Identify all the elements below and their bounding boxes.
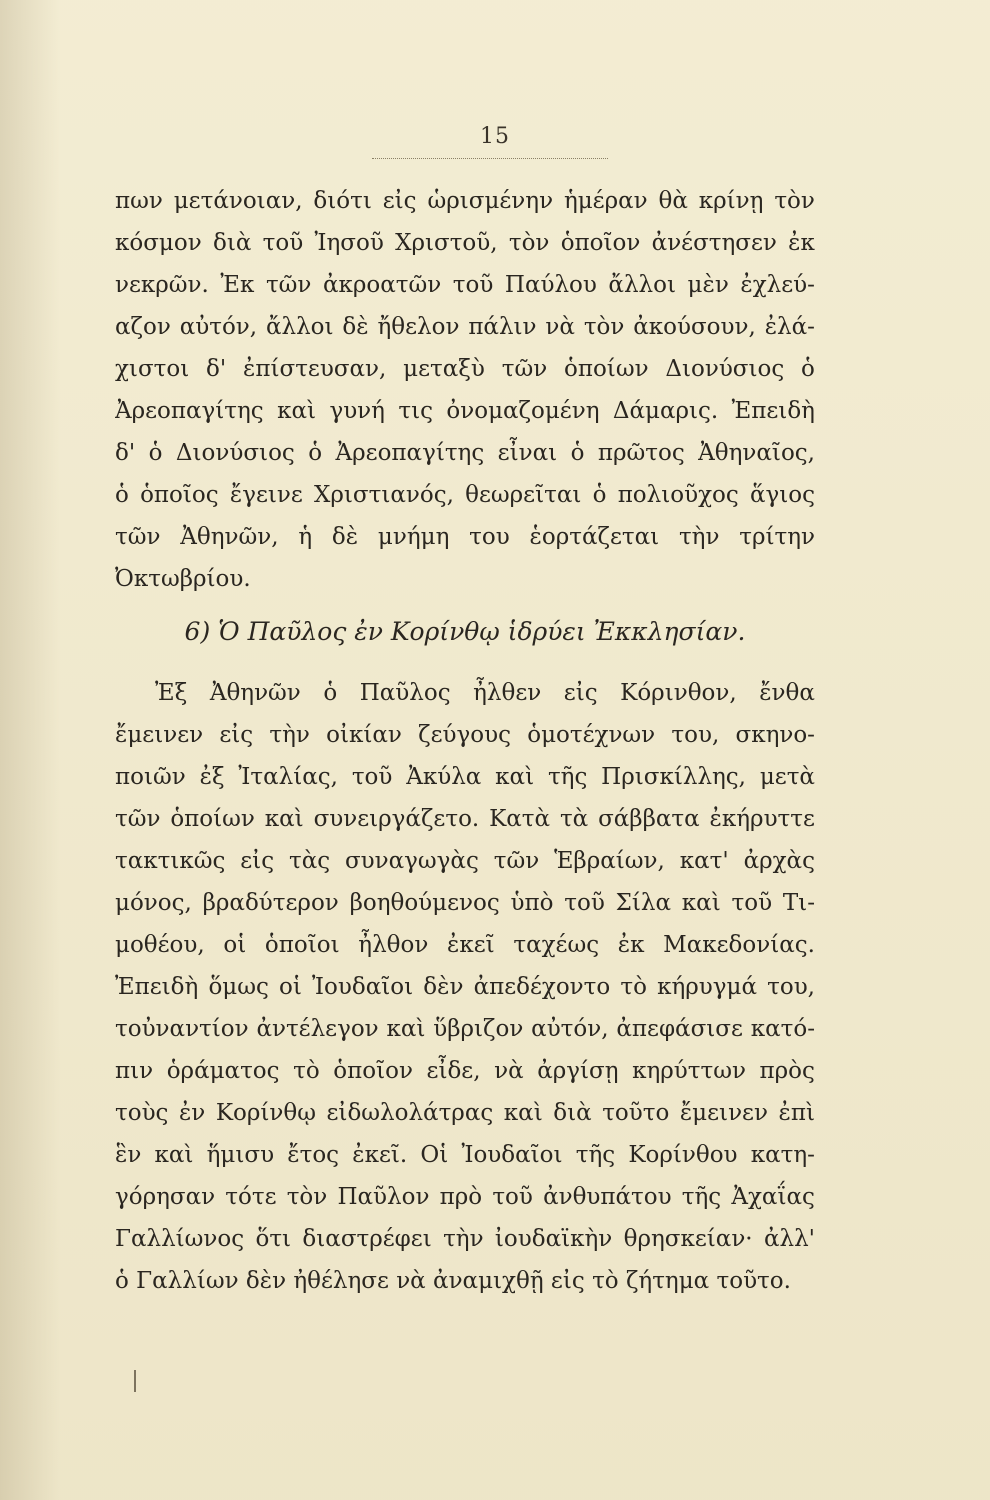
text-line: τῶν ὁποίων καὶ συνειργάζετο. Κατὰ τὰ σάββατα ἐκήρυττε bbox=[115, 806, 815, 832]
text-line: πιν ὁράματος τὸ ὁποῖον εἶδε, νὰ ἀργίσῃ κηρύττων πρὸς bbox=[115, 1058, 815, 1084]
text-line: ὁ Γαλλίων δὲν ἠθέλησε νὰ ἀναμιχθῇ εἰς τὸ ζήτημα τοῦτο. bbox=[115, 1268, 791, 1294]
text-line: γόρησαν τότε τὸν Παῦλον πρὸ τοῦ ἀνθυπάτου τῆς Ἀχαΐας bbox=[115, 1184, 815, 1210]
text-line: Ἐξ Ἀθηνῶν ὁ Παῦλος ἦλθεν εἰς Κόρινθον, ἔνθα bbox=[155, 680, 815, 706]
paragraph-2 bbox=[115, 672, 815, 1302]
text-line: πων μετάνοιαν, διότι εἰς ὡρισμένην ἡμέραν θὰ κρίνῃ τὸν bbox=[115, 188, 815, 214]
text-line: Ἐπειδὴ ὅμως οἱ Ἰουδαῖοι δὲν ἀπεδέχοντο τὸ κήρυγμά του, bbox=[115, 974, 815, 1000]
page-number-rule bbox=[372, 158, 608, 159]
text-line: Ὀκτωβρίου. bbox=[115, 566, 251, 592]
text-line: τακτικῶς εἰς τὰς συναγωγὰς τῶν Ἑβραίων, κατ' ἀρχὰς bbox=[115, 848, 815, 874]
text-line: μόνος, βραδύτερον βοηθούμενος ὑπὸ τοῦ Σίλα καὶ τοῦ Τι- bbox=[115, 890, 815, 916]
page-number: 15 bbox=[480, 124, 510, 149]
text-line: ἓν καὶ ἥμισυ ἔτος ἐκεῖ. Οἱ Ἰουδαῖοι τῆς Κορίνθου κατη- bbox=[115, 1142, 815, 1168]
text-line: κόσμον διὰ τοῦ Ἰησοῦ Χριστοῦ, τὸν ὁποῖον ἀνέστησεν ἐκ bbox=[115, 230, 815, 256]
text-line: μοθέου, οἱ ὁποῖοι ἦλθον ἐκεῖ ταχέως ἐκ Μακεδονίας. bbox=[115, 932, 815, 958]
text-line: αζον αὐτόν, ἄλλοι δὲ ἤθελον πάλιν νὰ τὸν ἀκούσουν, ἐλά- bbox=[115, 314, 815, 340]
text-line: ἔμεινεν εἰς τὴν οἰκίαν ζεύγους ὁμοτέχνων του, σκηνο- bbox=[115, 722, 815, 748]
paragraph-1 bbox=[115, 180, 815, 600]
text-line: τοὐναντίον ἀντέλεγον καὶ ὕβριζον αὐτόν, ἀπεφάσισε κατό- bbox=[115, 1016, 815, 1042]
text-line: τοὺς ἐν Κορίνθῳ εἰδωλολάτρας καὶ διὰ τοῦτο ἔμεινεν ἐπὶ bbox=[115, 1100, 815, 1126]
section-heading: 6) Ὁ Παῦλος ἐν Κορίνθῳ ἱδρύει Ἐκκλησίαν. bbox=[184, 617, 746, 646]
text-line: τῶν Ἀθηνῶν, ἡ δὲ μνήμη του ἑορτάζεται τὴν τρίτην bbox=[115, 524, 815, 550]
text-line: ποιῶν ἐξ Ἰταλίας, τοῦ Ἀκύλα καὶ τῆς Πρισκίλλης, μετὰ bbox=[115, 764, 815, 790]
text-line: Ἀρεοπαγίτης καὶ γυνή τις ὀνομαζομένη Δάμαρις. Ἐπειδὴ bbox=[115, 398, 815, 424]
text-line: δ' ὁ Διονύσιος ὁ Ἀρεοπαγίτης εἶναι ὁ πρῶτος Ἀθηναῖος, bbox=[115, 440, 815, 466]
text-line: νεκρῶν. Ἐκ τῶν ἀκροατῶν τοῦ Παύλου ἄλλοι μὲν ἐχλεύ- bbox=[115, 272, 815, 298]
text-line: ὁ ὁποῖος ἔγεινε Χριστιανός, θεωρεῖται ὁ πολιοῦχος ἅγιος bbox=[115, 482, 815, 508]
text-line: χιστοι δ' ἐπίστευσαν, μεταξὺ τῶν ὁποίων Διονύσιος ὁ bbox=[115, 356, 815, 382]
text-line: Γαλλίωνος ὅτι διαστρέφει τὴν ἰουδαϊκὴν θρησκείαν· ἀλλ' bbox=[115, 1226, 815, 1252]
margin-mark bbox=[134, 1370, 136, 1392]
